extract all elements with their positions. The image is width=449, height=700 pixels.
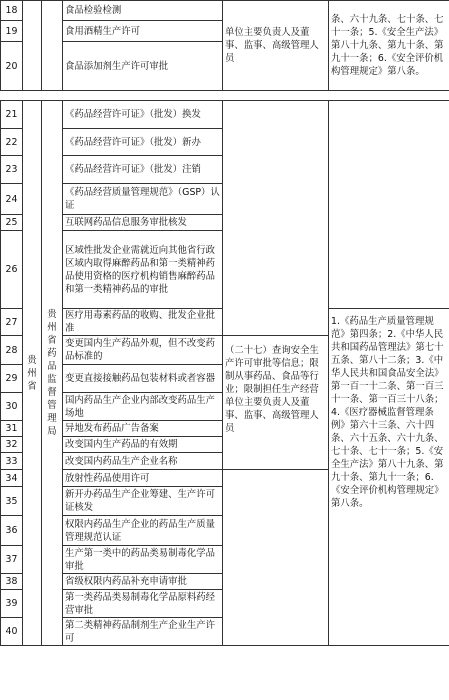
row-number: 25 bbox=[1, 215, 23, 231]
restriction-empty-lower bbox=[223, 470, 329, 646]
legal-basis-main: 1.《药品生产质量管理规范》第四条；2.《中华人民共和国药品管理法》第七十五条、第八十二条；3.《中华人民共和国食品安全法》第一百一十二条、第一百三十一条、第一百三十八条；4.《医疗器械监督管理条例》第六十三条、六十四条、六十五条、六十九条、七十条、七十一条；5.《安全生产法》第八十九条、第九十条、第九十一条；6.《安全评价机构管理规定》第八条。 bbox=[329, 309, 449, 646]
item-name: 变更国内生产药品外观，但不改变药品标准的 bbox=[63, 336, 223, 365]
item-name: 《药品经营质量管理规范》（GSP）认证 bbox=[63, 184, 223, 215]
row-number: 35 bbox=[1, 487, 23, 516]
restriction-empty bbox=[223, 101, 329, 336]
item-name: 区域性批发企业需就近向其他省行政区域内取得麻醉药品和第一类精神药品使用资格的医疗机构销售麻醉药品和第一类精神药品的审批 bbox=[63, 231, 223, 309]
row-number: 28 bbox=[1, 336, 23, 365]
legal-basis-top: 条、六十九条、七十条、七十一条；5.《安全生产法》第八十九条、第九十条、第九十一条；6.《安全评价机构管理规定》第八条。 bbox=[329, 1, 449, 91]
row-number: 30 bbox=[1, 393, 23, 421]
row-number: 40 bbox=[1, 618, 23, 646]
row-number: 37 bbox=[1, 546, 23, 574]
item-name: 改变国内药品生产企业名称 bbox=[63, 453, 223, 470]
agency-cell-empty bbox=[42, 1, 63, 91]
province-cell bbox=[23, 101, 42, 646]
item-name: 医疗用毒素药品的收购、批发企业批准 bbox=[63, 309, 223, 336]
item-name: 省级权限内药品补充申请审批 bbox=[63, 574, 223, 590]
row-number: 27 bbox=[1, 309, 23, 336]
table-row bbox=[1, 101, 449, 129]
row-number: 31 bbox=[1, 421, 23, 437]
item-name: 改变国内生产药品的有效期 bbox=[63, 437, 223, 453]
item-name: 《药品经营许可证》（批发）注销 bbox=[63, 156, 223, 184]
province-cell-empty bbox=[23, 1, 42, 91]
item-name: 食品检验检测 bbox=[63, 1, 223, 21]
province-name: 贵州省 bbox=[27, 354, 37, 392]
row-number: 38 bbox=[1, 574, 23, 590]
row-number: 19 bbox=[1, 21, 23, 42]
item-name: 第二类精神药品制剂生产企业生产许可 bbox=[63, 618, 223, 646]
row-number: 22 bbox=[1, 129, 23, 156]
item-name: 食品添加剂生产许可审批 bbox=[63, 42, 223, 91]
agency-name: 贵州省药品监督管理局 bbox=[47, 309, 57, 437]
row-number: 23 bbox=[1, 156, 23, 184]
item-name: 食用酒精生产许可 bbox=[63, 21, 223, 42]
item-name: 互联网药品信息服务审批核发 bbox=[63, 215, 223, 231]
restriction-measures-top: 单位主要负责人及董事、监事、高级管理人员 bbox=[223, 1, 329, 91]
row-number: 20 bbox=[1, 42, 23, 91]
row-number: 18 bbox=[1, 1, 23, 21]
row-number: 29 bbox=[1, 365, 23, 393]
row-number: 21 bbox=[1, 101, 23, 129]
item-name: 放射性药品使用许可 bbox=[63, 470, 223, 487]
row-number: 26 bbox=[1, 231, 23, 309]
item-name: 异地发布药品广告备案 bbox=[63, 421, 223, 437]
table-row bbox=[1, 1, 449, 21]
row-number: 33 bbox=[1, 453, 23, 470]
item-name: 第一类药品类易制毒化学品原料药经营审批 bbox=[63, 590, 223, 618]
row-number: 36 bbox=[1, 516, 23, 546]
restriction-measures-main: （二十七）查询安全生产许可审批等信息；限制从事药品、食品等行业；限制担任生产经营单位主要负责人及董事、监事、高级管理人员 bbox=[223, 336, 329, 470]
item-name: 《药品经营许可证》（批发）换发 bbox=[63, 101, 223, 129]
legal-empty bbox=[329, 101, 449, 309]
item-name: 生产第一类中的药品类易制毒化学品审批 bbox=[63, 546, 223, 574]
credit-restriction-table bbox=[0, 0, 449, 91]
credit-restriction-table-body bbox=[0, 100, 449, 646]
row-number: 34 bbox=[1, 470, 23, 487]
item-name: 变更直接接触药品包装材料或者容器 bbox=[63, 365, 223, 393]
row-number: 32 bbox=[1, 437, 23, 453]
item-name: 新开办药品生产企业筹建、生产许可证核发 bbox=[63, 487, 223, 516]
row-number: 39 bbox=[1, 590, 23, 618]
item-name: 国内药品生产企业内部改变药品生产场地 bbox=[63, 393, 223, 421]
agency-cell bbox=[42, 101, 63, 646]
item-name: 《药品经营许可证》（批发）新办 bbox=[63, 129, 223, 156]
row-number: 24 bbox=[1, 184, 23, 215]
item-name: 权限内药品生产企业的药品生产质量管理规范认证 bbox=[63, 516, 223, 546]
